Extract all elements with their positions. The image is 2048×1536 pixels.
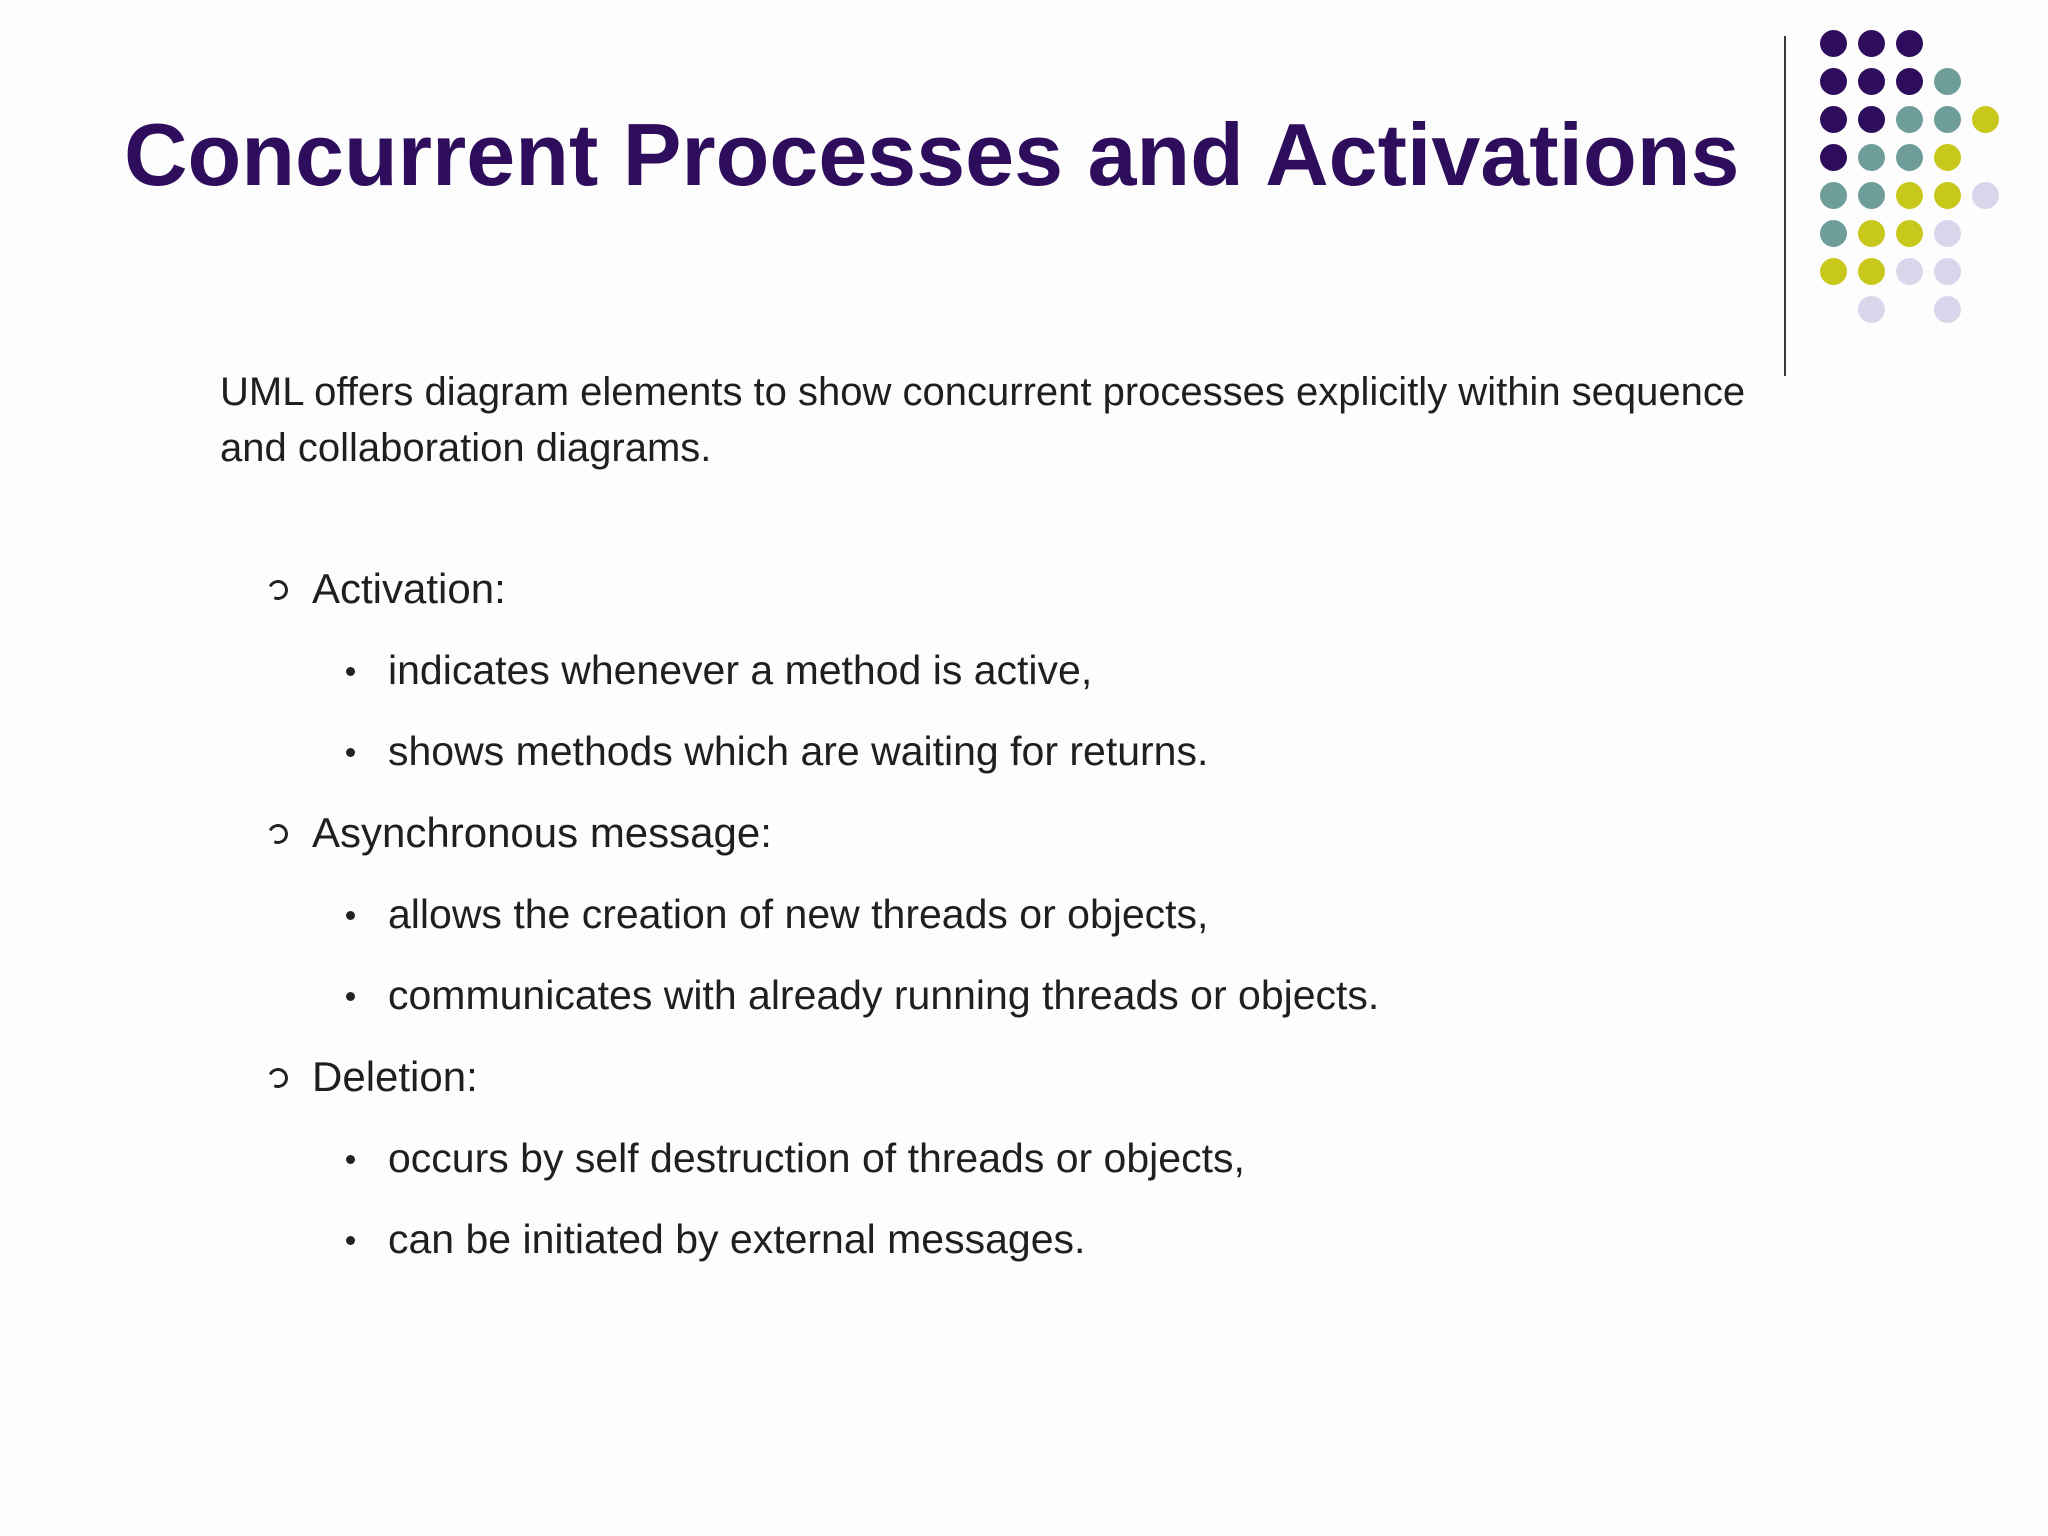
- title-divider: [1784, 36, 1786, 376]
- dot-bullet-icon: [346, 992, 355, 1001]
- bullet-list: [262, 548, 1762, 1280]
- list-item: [262, 955, 1762, 1036]
- decorative-dot: [1934, 68, 1961, 95]
- decorative-dot: [1972, 182, 1999, 209]
- dot-bullet-icon: [346, 911, 355, 920]
- decorative-dot: [1934, 258, 1961, 285]
- list-item-text: allows the creation of new threads or objects,: [388, 891, 1209, 937]
- list-item-text: communicates with already running threads or objects.: [388, 972, 1380, 1018]
- section-activation: [262, 548, 1762, 630]
- decorative-dot: [1820, 144, 1847, 171]
- dot-bullet-icon: [346, 1155, 355, 1164]
- ring-bullet-icon: [265, 1065, 291, 1091]
- decorative-dot: [1896, 68, 1923, 95]
- section-label: Deletion:: [312, 1053, 478, 1100]
- decorative-dot: [1972, 106, 1999, 133]
- list-item: [262, 1199, 1762, 1280]
- decorative-dot: [1820, 30, 1847, 57]
- decorative-dot: [1896, 220, 1923, 247]
- section-deletion: [262, 1036, 1762, 1118]
- decorative-dot: [1858, 258, 1885, 285]
- decorative-dot: [1858, 296, 1885, 323]
- decorative-dot: [1896, 258, 1923, 285]
- intro-paragraph: UML offers diagram elements to show concurrent processes explicitly within sequence and collaboration diagrams.: [220, 370, 1746, 470]
- list-item: [262, 874, 1762, 955]
- section-label: Activation:: [312, 565, 506, 612]
- list-item: [262, 711, 1762, 792]
- list-item-text: indicates whenever a method is active,: [388, 647, 1093, 693]
- decorative-dot: [1934, 296, 1961, 323]
- decorative-dot: [1896, 30, 1923, 57]
- list-item: [262, 630, 1762, 711]
- decorative-dot: [1820, 182, 1847, 209]
- ring-bullet-icon: [265, 821, 291, 847]
- decorative-dot: [1858, 182, 1885, 209]
- slide-title: Concurrent Processes and Activations: [124, 105, 1740, 204]
- decorative-dot-grid: [1820, 30, 2020, 340]
- decorative-dot: [1934, 182, 1961, 209]
- decorative-dot: [1896, 182, 1923, 209]
- decorative-dot: [1820, 220, 1847, 247]
- decorative-dot: [1896, 144, 1923, 171]
- list-item-text: shows methods which are waiting for returns.: [388, 728, 1209, 774]
- list-item: [262, 1118, 1762, 1199]
- ring-bullet-icon: [265, 577, 291, 603]
- list-item-text: occurs by self destruction of threads or objects,: [388, 1135, 1245, 1181]
- list-item-text: can be initiated by external messages.: [388, 1216, 1086, 1262]
- decorative-dot: [1858, 68, 1885, 95]
- decorative-dot: [1820, 258, 1847, 285]
- section-asynchronous-message: [262, 792, 1762, 874]
- decorative-dot: [1934, 106, 1961, 133]
- decorative-dot: [1858, 106, 1885, 133]
- dot-bullet-icon: [346, 748, 355, 757]
- decorative-dot: [1858, 144, 1885, 171]
- decorative-dot: [1858, 220, 1885, 247]
- decorative-dot: [1934, 144, 1961, 171]
- decorative-dot: [1820, 106, 1847, 133]
- decorative-dot: [1934, 220, 1961, 247]
- section-label: Asynchronous message:: [312, 809, 772, 856]
- dot-bullet-icon: [346, 667, 355, 676]
- decorative-dot: [1896, 106, 1923, 133]
- dot-bullet-icon: [346, 1236, 355, 1245]
- decorative-dot: [1858, 30, 1885, 57]
- decorative-dot: [1820, 68, 1847, 95]
